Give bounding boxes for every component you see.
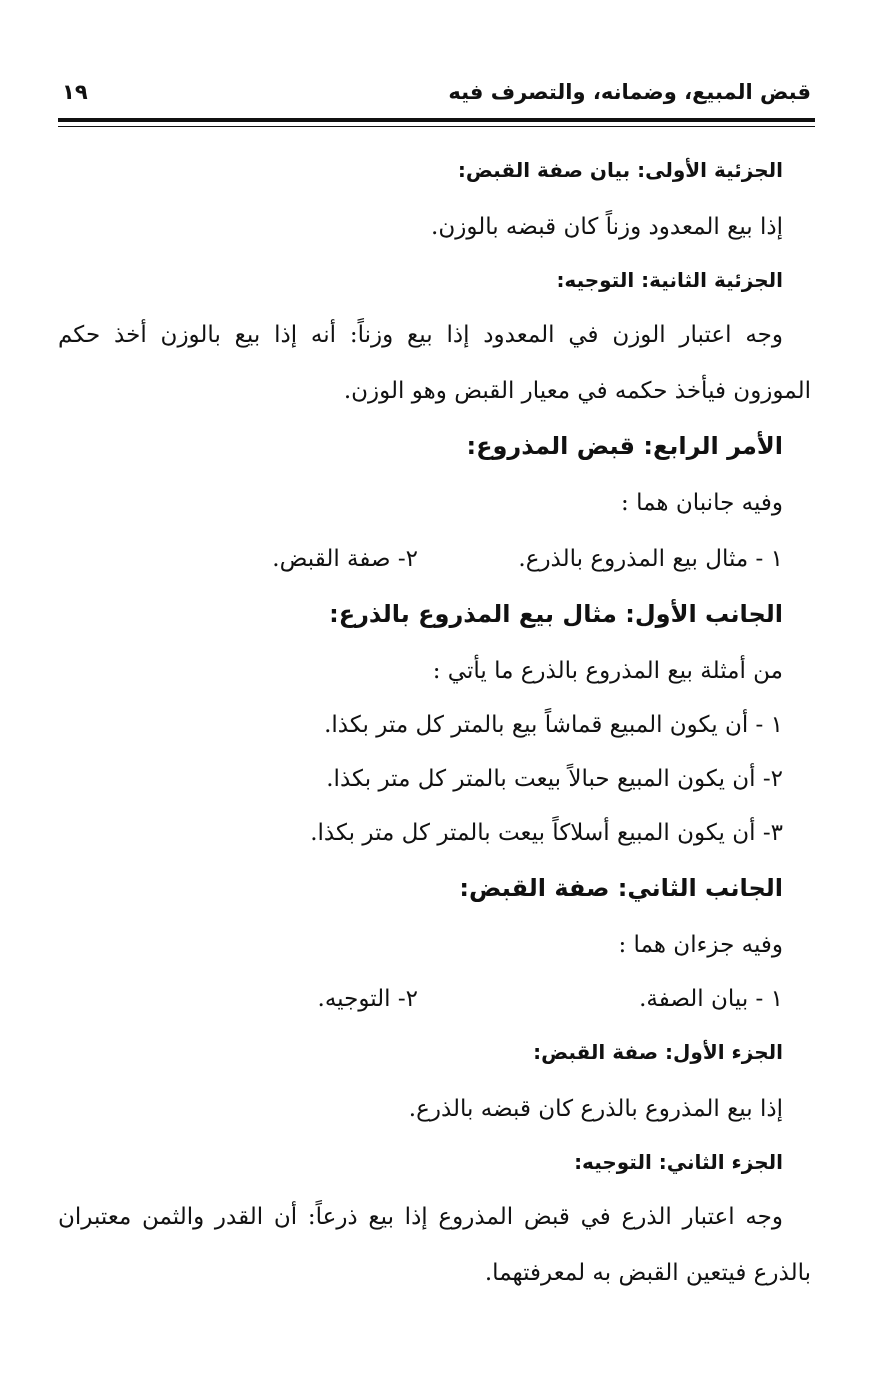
list-item-example-2: ٢- أن يكون المبيع حبالاً بيعت بالمتر كل متر بكذا.	[326, 766, 783, 792]
list-item-example-3: ٣- أن يكون المبيع أسلاكاً بيعت بالمتر كل متر بكذا.	[310, 820, 783, 846]
heading-second-particle: الجزئية الثانية: التوجيه:	[556, 268, 783, 292]
list-item-example-1: ١ - أن يكون المبيع قماشاً بيع بالمتر كل متر بكذا.	[324, 712, 783, 738]
body-line: إذا بيع المذروع بالذرع كان قبضه بالذرع.	[408, 1096, 783, 1122]
running-head-title: قبض المبيع، وضمانه، والتصرف فيه	[448, 80, 811, 104]
list-item-aspect-1: ١ - مثال بيع المذروع بالذرع.	[518, 546, 783, 572]
body-line: وفيه جانبان هما :	[621, 490, 783, 516]
heading-first-particle: الجزئية الأولى: بيان صفة القبض:	[457, 158, 783, 182]
heading-first-aspect: الجانب الأول: مثال بيع المذروع بالذرع:	[329, 600, 783, 628]
body-line: إذا بيع المعدود وزناً كان قبضه بالوزن.	[431, 214, 783, 240]
page-number: ١٩	[62, 80, 88, 104]
list-item-part-2: ٢- التوجيه.	[317, 986, 418, 1012]
body-line: وجه اعتبار الذرع في قبض المذروع إذا بيع ذرعاً: أن القدر والثمن معتبران	[58, 1204, 783, 1230]
heading-second-aspect: الجانب الثاني: صفة القبض:	[459, 874, 783, 902]
heading-fourth-matter: الأمر الرابع: قبض المذروع:	[466, 432, 783, 460]
list-item-part-1: ١ - بيان الصفة.	[639, 986, 783, 1012]
heading-second-part: الجزء الثاني: التوجيه:	[574, 1150, 783, 1174]
body-line: وجه اعتبار الوزن في المعدود إذا بيع وزناً: أنه إذا بيع بالوزن أخذ حكم	[58, 322, 783, 348]
list-item-aspect-2: ٢- صفة القبض.	[272, 546, 418, 572]
body-line: من أمثلة بيع المذروع بالذرع ما يأتي :	[432, 658, 783, 684]
header-rule-thin	[58, 126, 815, 127]
body-line: وفيه جزءان هما :	[618, 932, 783, 958]
header-rule-thick	[58, 118, 815, 122]
body-line: الموزون فيأخذ حكمه في معيار القبض وهو الوزن.	[343, 378, 811, 404]
heading-first-part: الجزء الأول: صفة القبض:	[533, 1040, 783, 1064]
body-line: بالذرع فيتعين القبض به لمعرفتهما.	[484, 1260, 811, 1286]
